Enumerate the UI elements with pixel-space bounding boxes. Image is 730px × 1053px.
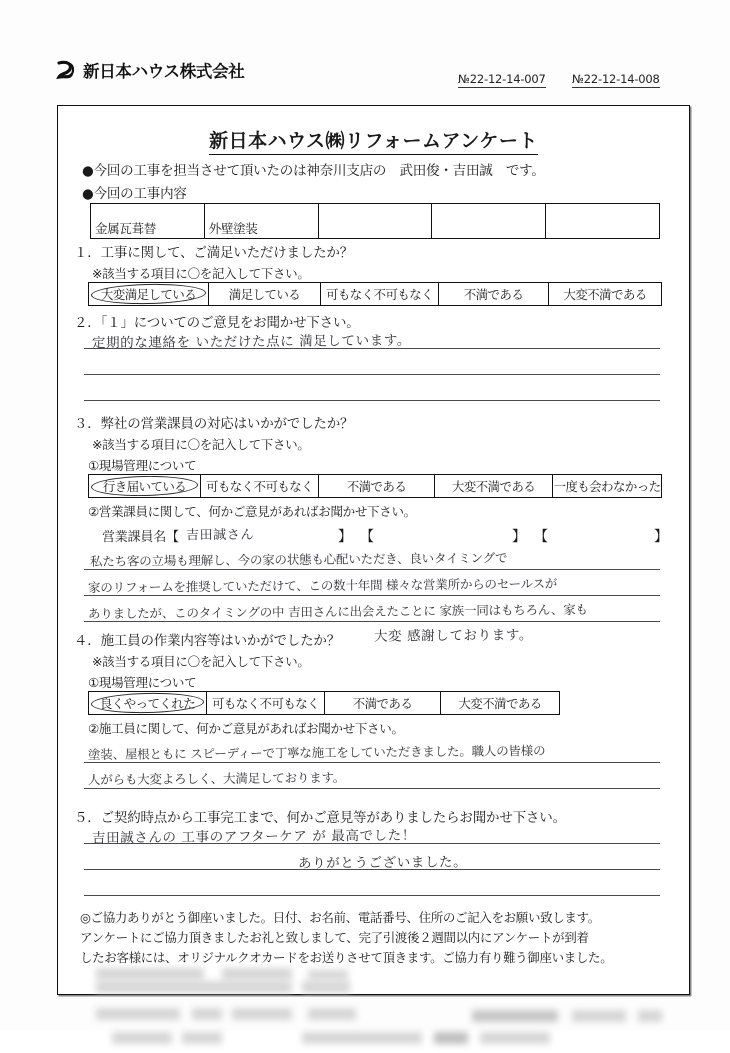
footer-line-3: したお客様には、オリジナルクオカードをお送りさせて頂きます。ご協力有り難う御座いました。 — [80, 950, 613, 965]
document-number-1: №22-12-14-007 — [458, 72, 546, 86]
question-3-answer-line-2: 家のリフォームを推奨していただけて、この数十年間 様々な営業所からのセールスが — [87, 575, 558, 596]
q3-option-4[interactable]: 一度も会わなかった — [553, 479, 661, 494]
work-content-cell — [546, 204, 659, 238]
q3-option-0[interactable]: 行き届いている — [89, 475, 201, 497]
form-title — [58, 126, 689, 153]
sales-staff-bracket-open-3: 【 — [534, 529, 548, 545]
question-2-answer-line-1: 定期的な連絡を いただけた点に 満足しています。 — [91, 332, 411, 352]
q1-option-0[interactable]: 大変満足している — [89, 283, 209, 305]
q3-option-1[interactable]: 可もなく不可もなく — [201, 475, 319, 497]
work-content-value: 外壁塗装 — [208, 221, 258, 236]
q4-option-3[interactable]: 大変不満である — [458, 696, 542, 711]
footer-line-1: ◎ご協力ありがとう御座いました。日付、お名前、電話番号、住所のご記入をお願い致します。 — [80, 910, 600, 925]
question-3-heading: ３．弊社の営業課員の対応はいかがでしたか？ — [74, 416, 354, 432]
sales-staff-bracket-open-2: 【 — [360, 529, 374, 545]
sales-staff-name-row — [102, 526, 668, 546]
document-number-2: №22-12-14-008 — [572, 72, 660, 86]
question-4-answer-line-2: 人がらも大変よろしく、大満足しております。 — [87, 769, 346, 788]
work-content-table — [90, 203, 660, 239]
question-3-answer-line-1: 私たち客の立場も理解し、今の家の状態も心配いただき、良いタイミングで — [89, 550, 508, 569]
q4-option-1[interactable]: 可もなく不可もなく — [207, 692, 325, 714]
sales-staff-name-label: 営業課員名【 — [102, 530, 179, 545]
work-content-cell — [205, 204, 319, 238]
footer-line-2: アンケートにご協力頂きましたお礼と致しまして、完了引渡後２週間以内にアンケートが到着 — [80, 930, 589, 945]
sales-staff-bracket-close-2: 】 — [512, 529, 526, 545]
work-content-value: 金属瓦葺替 — [95, 221, 157, 236]
q4-option-2[interactable]: 不満である — [325, 692, 441, 714]
question-3-subheading-1: ①現場管理について — [88, 458, 197, 473]
question-5-answer-line-1: 吉田誠さんの 工事のアフターケア が 最高でした！ — [91, 827, 417, 847]
question-1-heading: １．工事に関して、ご満足いただけましたか？ — [74, 245, 354, 261]
question-3-options — [88, 474, 662, 498]
work-content-cell — [91, 204, 205, 238]
answer-rule — [84, 788, 660, 789]
q3-option-3[interactable]: 大変不満である — [435, 475, 553, 497]
q1-option-4[interactable]: 大変不満である — [563, 287, 647, 302]
question-4-subheading-2: ②施工員に関して、何かご意見があればお聞かせ下さい。 — [88, 721, 404, 736]
question-3-answer-line-3: ありましたが、このタイミングの中 吉田さんに出会えたことに 家族一同はもちろん、家も — [87, 601, 588, 622]
sales-staff-bracket-close-1: 】 — [338, 529, 352, 545]
answer-rule — [84, 569, 660, 570]
question-1-note: ※該当する項目に〇を記入して下さい。 — [92, 266, 310, 281]
work-content-cell — [432, 204, 546, 238]
q3-option-2[interactable]: 不満である — [319, 475, 435, 497]
sales-staff-bracket-close-3: 】 — [654, 529, 668, 545]
question-4-subheading-1: ①現場管理について — [88, 675, 197, 690]
q4-option-0[interactable]: 良くやってくれた — [89, 692, 207, 714]
question-4-overflow-note: 大変 感謝しております。 — [373, 627, 534, 645]
sales-staff-name-value: 吉田誠さん — [185, 527, 255, 544]
work-content-cell — [319, 204, 433, 238]
survey-form-box — [57, 105, 690, 995]
question-4-answer-line-1: 塗装、屋根ともに スピーディーで丁寧な施工をしていただきました。職人の皆様の — [87, 743, 546, 762]
question-1-options — [88, 282, 662, 306]
q1-option-2[interactable]: 可もなく不可もなく — [321, 283, 439, 305]
question-3-subheading-2: ②営業課員に関して、何かご意見があればお聞かせ下さい。 — [88, 504, 416, 519]
q1-option-1[interactable]: 満足している — [209, 283, 321, 305]
lead-line-work-content: ●今回の工事内容 — [82, 186, 187, 202]
question-4-options — [88, 691, 560, 715]
question-5-heading: ５．ご契約時点から工事完工まで、何かご意見等がありましたらお聞かせ下さい。 — [74, 810, 566, 826]
q1-option-3[interactable]: 不満である — [439, 283, 549, 305]
form-title-text: 新日本ハウス㈱リフォームアンケート — [209, 130, 538, 155]
company-logo-row — [56, 58, 245, 82]
answer-rule — [84, 374, 660, 375]
question-2-heading: ２．「１」についてのご意見をお聞かせ下さい。 — [74, 315, 360, 331]
answer-rule — [84, 400, 660, 401]
company-logo-mark-icon — [56, 59, 78, 81]
lead-line-staff: ●今回の工事を担当させて頂いたのは神奈川支店の 武田俊・吉田誠 です。 — [82, 163, 545, 179]
company-name: 新日本ハウス株式会社 — [83, 62, 245, 81]
page-header — [56, 58, 692, 102]
question-4-note: ※該当する項目に〇を記入して下さい。 — [92, 654, 310, 669]
question-3-note: ※該当する項目に〇を記入して下さい。 — [92, 437, 310, 452]
redacted-personal-info-block — [82, 968, 662, 1053]
answer-rule — [84, 895, 660, 896]
question-5-answer-line-2: ありがとうございました。 — [297, 854, 468, 872]
question-4-heading: ４．施工員の作業内容等はいかがでしたか？ — [74, 633, 340, 649]
